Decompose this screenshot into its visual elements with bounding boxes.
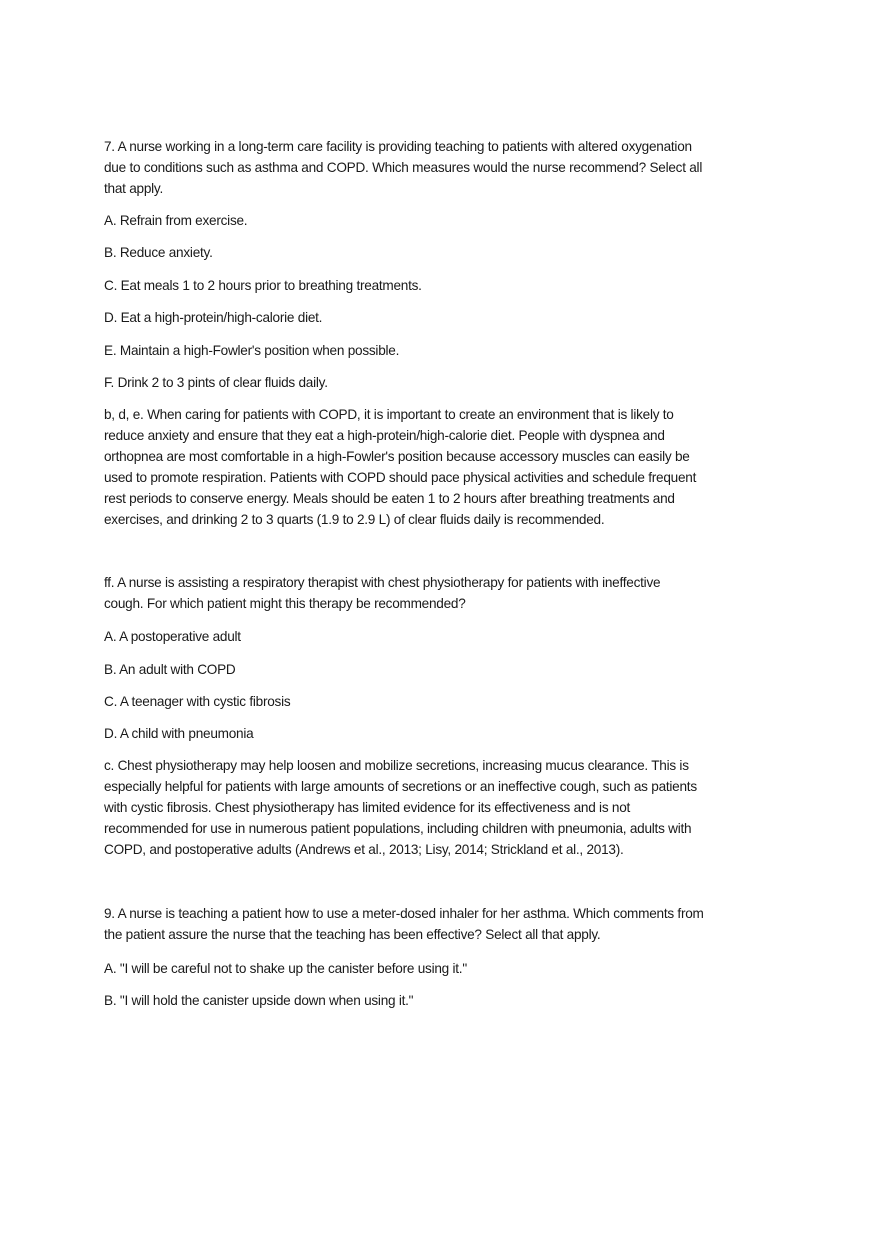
text-line: due to conditions such as asthma and COPD. Which measures would the nurse recommend? Select all xyxy=(104,160,703,175)
question-7-rationale xyxy=(104,404,794,530)
text-line: 9. A nurse is teaching a patient how to use a meter-dosed inhaler for her asthma. Which comments from xyxy=(104,906,704,921)
text-line: ff. A nurse is assisting a respiratory therapist with chest physiotherapy for patients with ineffective xyxy=(104,575,661,590)
option-text: C. Eat meals 1 to 2 hours prior to breathing treatments. xyxy=(104,278,422,293)
text-line: c. Chest physiotherapy may help loosen and mobilize secretions, increasing mucus clearance. This is xyxy=(104,758,689,773)
question-8-stem xyxy=(104,572,794,614)
text-line: recommended for use in numerous patient populations, including children with pneumonia, adults with xyxy=(104,821,692,836)
option-text: A. "I will be careful not to shake up the canister before using it." xyxy=(104,961,467,976)
q7-option-f xyxy=(104,372,794,393)
option-text: B. An adult with COPD xyxy=(104,662,236,677)
question-8-rationale xyxy=(104,755,794,860)
text-line: orthopnea are most comfortable in a high-Fowler's position because accessory muscles can easily be xyxy=(104,449,690,464)
option-text: A. A postoperative adult xyxy=(104,629,241,644)
question-7-stem xyxy=(104,136,794,199)
q7-option-b xyxy=(104,242,794,263)
option-text: D. Eat a high-protein/high-calorie diet. xyxy=(104,310,323,325)
text-line: COPD, and postoperative adults (Andrews et al., 2013; Lisy, 2014; Strickland et al., 2013). xyxy=(104,842,624,857)
q7-option-e xyxy=(104,340,794,361)
q7-option-d xyxy=(104,307,794,328)
q8-option-d xyxy=(104,723,794,744)
q7-option-c xyxy=(104,275,794,296)
option-text: B. "I will hold the canister upside down when using it." xyxy=(104,993,414,1008)
text-line: cough. For which patient might this therapy be recommended? xyxy=(104,596,466,611)
text-line: b, d, e. When caring for patients with COPD, it is important to create an environment that is likely to xyxy=(104,407,674,422)
option-text: D. A child with pneumonia xyxy=(104,726,254,741)
q7-option-a xyxy=(104,210,794,231)
text-line: that apply. xyxy=(104,181,163,196)
q8-option-a xyxy=(104,626,794,647)
q9-option-a xyxy=(104,958,794,979)
option-text: C. A teenager with cystic fibrosis xyxy=(104,694,291,709)
q8-option-c xyxy=(104,691,794,712)
option-text: A. Refrain from exercise. xyxy=(104,213,248,228)
option-text: B. Reduce anxiety. xyxy=(104,245,213,260)
q8-option-b xyxy=(104,659,794,680)
text-line: especially helpful for patients with large amounts of secretions or an ineffective cough, such as patients xyxy=(104,779,697,794)
text-line: used to promote respiration. Patients with COPD should pace physical activities and schedule frequent xyxy=(104,470,697,485)
option-text: F. Drink 2 to 3 pints of clear fluids daily. xyxy=(104,375,328,390)
text-line: with cystic fibrosis. Chest physiotherapy has limited evidence for its effectiveness and is not xyxy=(104,800,631,815)
text-line: the patient assure the nurse that the teaching has been effective? Select all that apply. xyxy=(104,927,601,942)
text-line: exercises, and drinking 2 to 3 quarts (1.9 to 2.9 L) of clear fluids daily is recommended. xyxy=(104,512,605,527)
option-text: E. Maintain a high-Fowler's position when possible. xyxy=(104,343,400,358)
text-line: 7. A nurse working in a long-term care facility is providing teaching to patients with altered oxygenation xyxy=(104,139,692,154)
text-line: rest periods to conserve energy. Meals should be eaten 1 to 2 hours after breathing treatments and xyxy=(104,491,675,506)
question-9-stem xyxy=(104,903,794,945)
q9-option-b xyxy=(104,990,794,1011)
text-line: reduce anxiety and ensure that they eat a high-protein/high-calorie diet. People with dyspnea and xyxy=(104,428,665,443)
